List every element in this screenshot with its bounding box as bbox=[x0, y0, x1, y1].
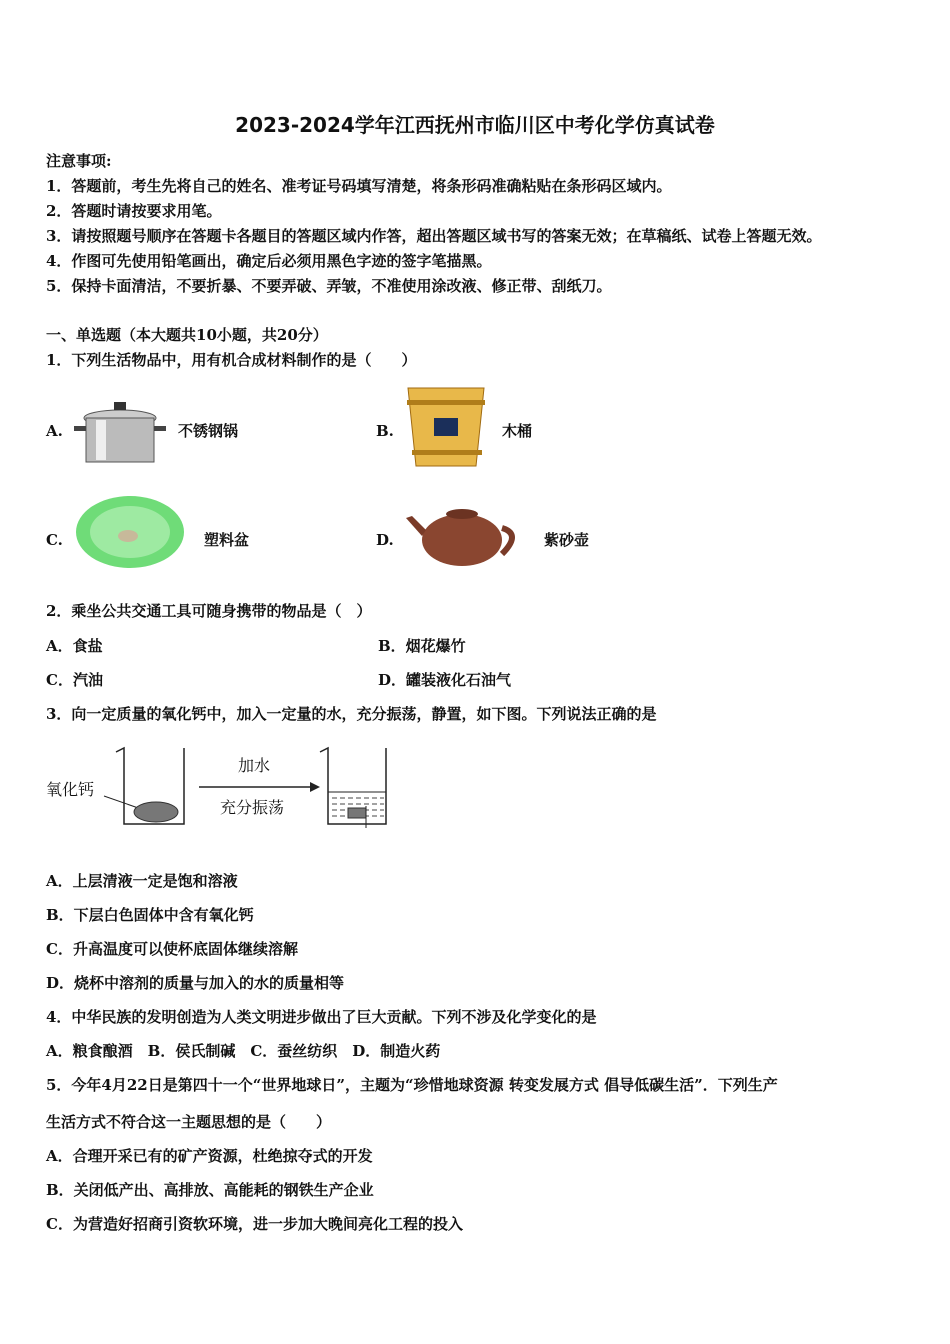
question-2-stem: 2．乘坐公共交通工具可随身携带的物品是（ ） bbox=[46, 602, 372, 620]
q1-option-a-text: 不锈钢锅 bbox=[178, 422, 239, 440]
beaker-drawing bbox=[44, 742, 404, 838]
clay-teapot-image bbox=[404, 498, 524, 568]
q2-option: A．食盐 bbox=[46, 637, 103, 655]
beaker-diagram bbox=[44, 742, 404, 838]
q3-option: C．升高温度可以使杯底固体继续溶解 bbox=[46, 940, 298, 958]
q1-option-c-text: 塑料盆 bbox=[204, 531, 250, 549]
q3-option: A．上层清液一定是饱和溶液 bbox=[46, 872, 238, 890]
q1-option-a-letter: A. bbox=[46, 422, 63, 440]
plastic-basin-image bbox=[74, 494, 186, 570]
calcium-oxide-label: 氧化钙 bbox=[46, 780, 95, 799]
q1-option-c-letter: C. bbox=[46, 531, 63, 549]
notice-item: 5．保持卡面清洁，不要折暴、不要弄破、弄皱，不准使用涂改液、修正带、刮纸刀。 bbox=[46, 277, 612, 295]
notice-item: 1．答题前，考生先将自己的姓名、准考证号码填写清楚，将条形码准确粘贴在条形码区域内。 bbox=[46, 177, 672, 195]
notice-item: 2．答题时请按要求用笔。 bbox=[46, 202, 222, 220]
q1-option-d-text: 紫砂壶 bbox=[544, 531, 590, 549]
q5-option: C．为营造好招商引资软环境，进一步加大晚间亮化工程的投入 bbox=[46, 1215, 463, 1233]
question-3-stem: 3．向一定质量的氧化钙中，加入一定量的水，充分振荡，静置，如下图。下列说法正确的是 bbox=[46, 705, 657, 723]
question-1-stem: 1．下列生活物品中，用有机合成材料制作的是（ ） bbox=[46, 351, 417, 369]
question-5-stem-cont: 生活方式不符合这一主题思想的是（ ） bbox=[46, 1113, 332, 1131]
steel-pot-image bbox=[74, 398, 166, 470]
q1-option-d-letter: D. bbox=[376, 531, 394, 549]
q2-option: D．罐装液化石油气 bbox=[378, 671, 512, 689]
page-title: 2023-2024学年江西抚州市临川区中考化学仿真试卷 bbox=[235, 113, 715, 137]
q5-option: B．关闭低产出、高排放、高能耗的钢铁生产企业 bbox=[46, 1181, 374, 1199]
q5-option: A．合理开采已有的矿产资源，杜绝掠夺式的开发 bbox=[46, 1147, 373, 1165]
q3-option: B．下层白色固体中含有氧化钙 bbox=[46, 906, 254, 924]
q2-option: B．烟花爆竹 bbox=[378, 637, 466, 655]
q3-option: D．烧杯中溶剂的质量与加入的水的质量相等 bbox=[46, 974, 345, 992]
q4-options: A．粮食酿酒 B．侯氏制碱 C．蚕丝纺织 D．制造火药 bbox=[46, 1042, 441, 1060]
question-4-stem: 4．中华民族的发明创造为人类文明进步做出了巨大贡献。下列不涉及化学变化的是 bbox=[46, 1008, 597, 1026]
question-5-stem: 5．今年4月22日是第四十一个“世界地球日”，主题为“珍惜地球资源 转变发展方式 倡导低碳生活”．下列生产 bbox=[46, 1076, 778, 1094]
shake-label: 充分振荡 bbox=[220, 798, 285, 817]
q2-option: C．汽油 bbox=[46, 671, 103, 689]
notice-item: 4．作图可先使用铅笔画出，确定后必须用黑色字迹的签字笔描黑。 bbox=[46, 252, 492, 270]
section-heading: 一、单选题（本大题共10小题，共20分） bbox=[46, 326, 328, 344]
wooden-bucket-image bbox=[404, 384, 488, 470]
q1-option-b-letter: B. bbox=[376, 422, 394, 440]
q1-option-b-text: 木桶 bbox=[502, 422, 533, 440]
add-water-label: 加水 bbox=[238, 756, 271, 775]
notice-item: 3．请按照题号顺序在答题卡各题目的答题区域内作答，超出答题区域书写的答案无效；在草稿纸、试卷上答题无效。 bbox=[46, 227, 822, 245]
notice-heading: 注意事项: bbox=[46, 152, 112, 170]
